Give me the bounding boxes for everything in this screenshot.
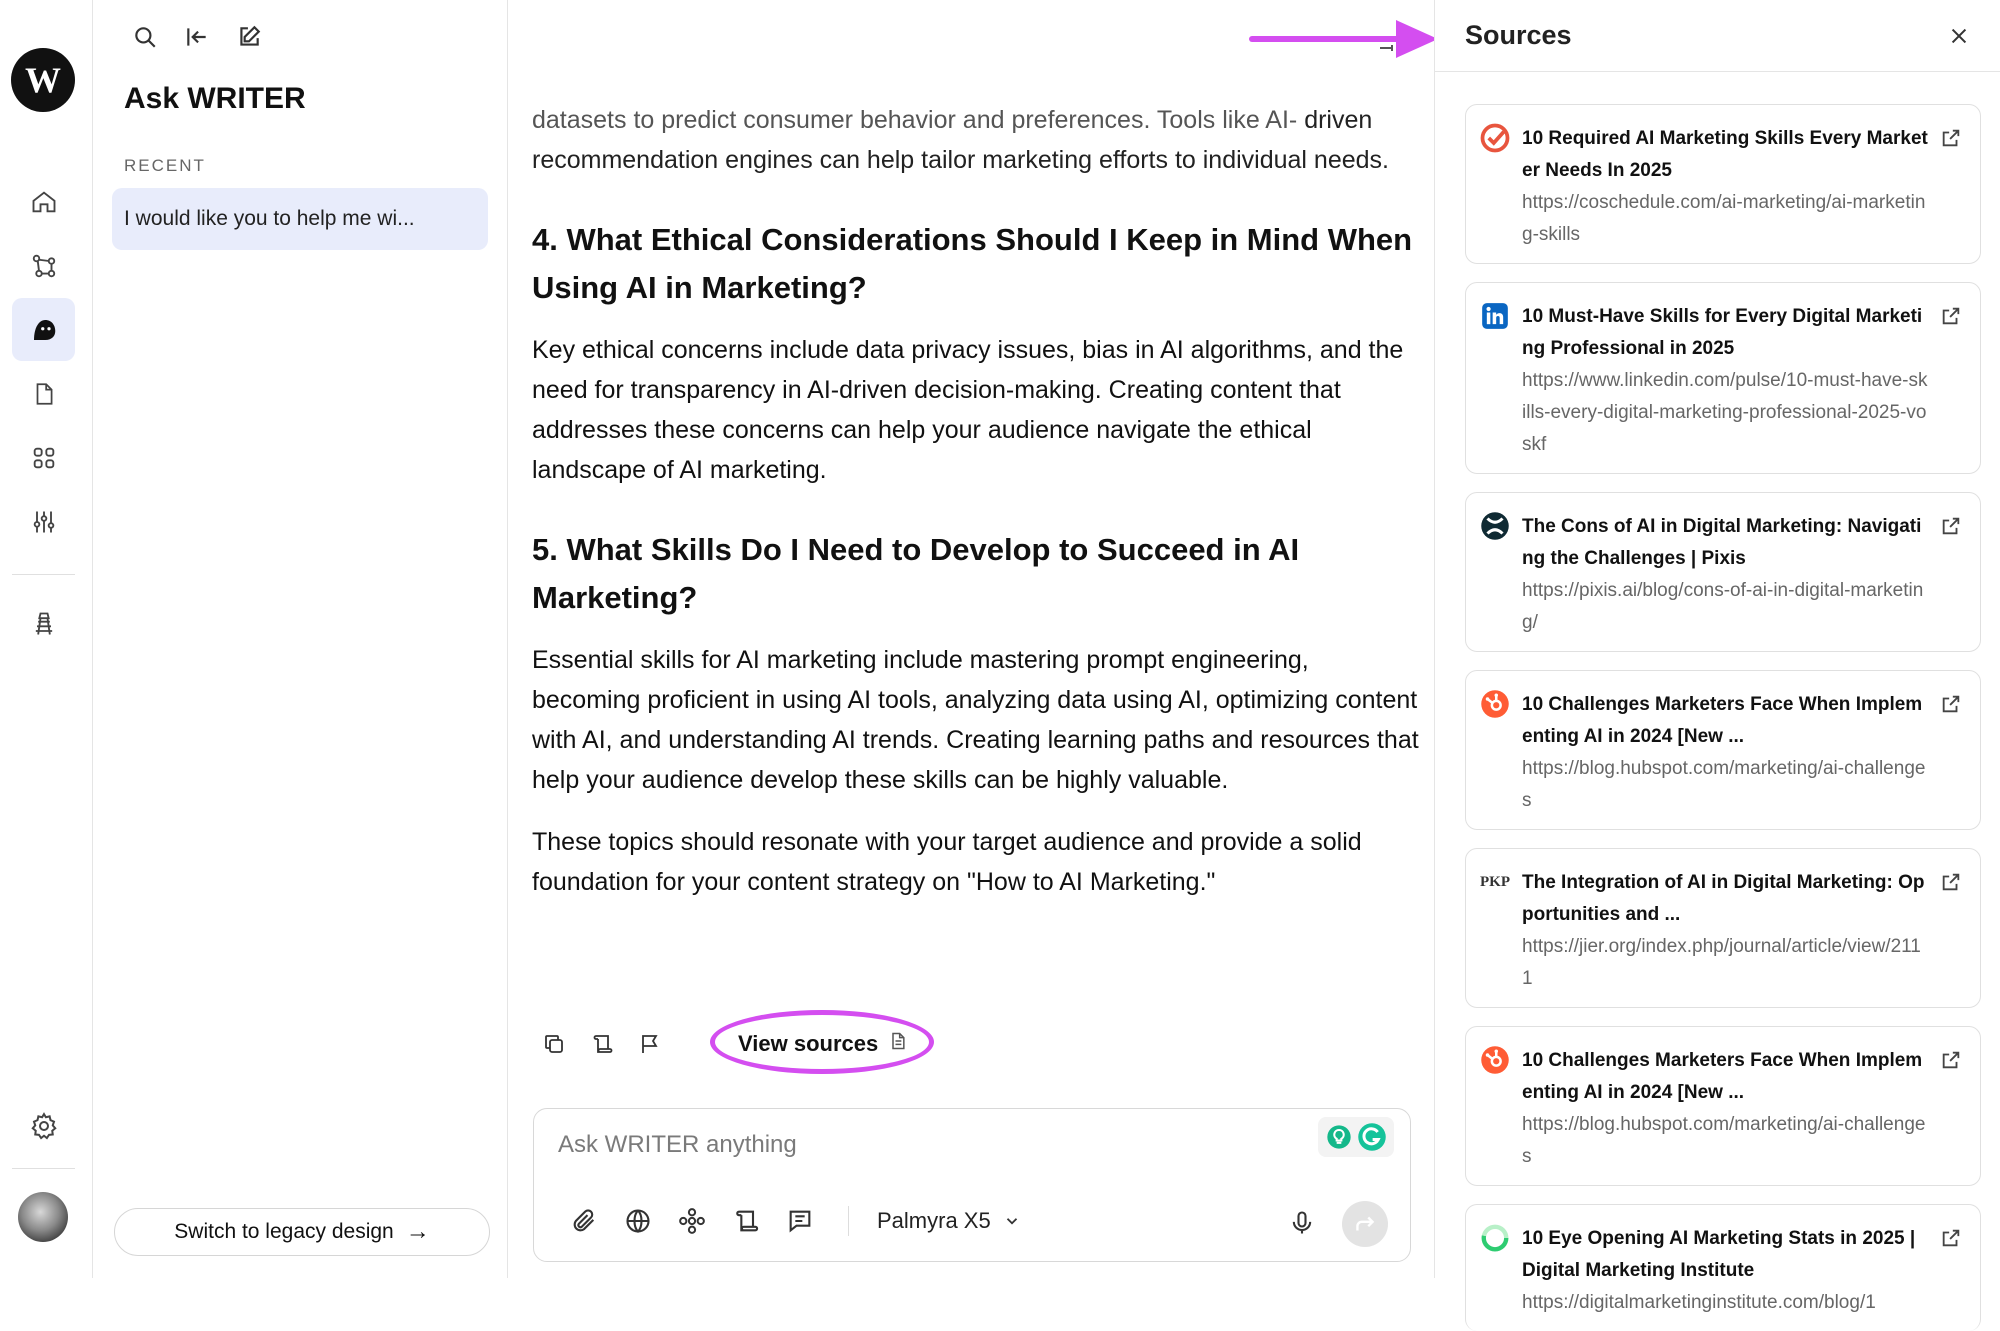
source-title: 10 Eye Opening AI Marketing Stats in 2025 | Digital Marketing Institute	[1522, 1228, 1916, 1281]
message-text-faded: datasets to predict consumer behavior and preferences. Tools like AI-	[532, 106, 1298, 134]
input-toolbar	[568, 1205, 1021, 1237]
external-link-icon[interactable]	[1940, 693, 1962, 715]
sources-panel	[1434, 0, 2000, 1313]
stack-icon[interactable]	[12, 592, 75, 655]
chevron-down-icon	[1003, 1212, 1021, 1230]
message-text: driven recommendation engines can help tailor marketing efforts to individual needs.	[532, 106, 1389, 174]
globe-icon[interactable]	[622, 1205, 654, 1237]
external-link-icon[interactable]	[1940, 305, 1962, 327]
external-link-icon[interactable]	[1940, 515, 1962, 537]
annotation-arrow-icon	[1250, 18, 1440, 64]
coschedule-icon	[1480, 123, 1510, 153]
message-actions	[538, 1018, 930, 1070]
history-toolbar	[130, 22, 264, 52]
source-title: 10 Required AI Marketing Skills Every Marketer Needs In 2025	[1522, 128, 1928, 181]
source-card[interactable]	[1465, 282, 1981, 474]
source-url: https://pixis.ai/blog/cons-of-ai-in-digital-marketing/	[1522, 580, 1924, 633]
workflow-icon[interactable]	[12, 234, 75, 297]
lightbulb-icon	[1325, 1123, 1353, 1151]
model-select[interactable]	[877, 1208, 1021, 1234]
user-avatar[interactable]	[18, 1192, 68, 1242]
source-url: https://blog.hubspot.com/marketing/ai-challenges	[1522, 1114, 1926, 1167]
message-paragraph: These topics should resonate with your target audience and provide a solid foundation for your content strategy on "How to AI Marketing."	[532, 828, 1362, 896]
arrow-right-icon: →	[405, 1218, 430, 1245]
switch-legacy-button[interactable]	[114, 1208, 490, 1256]
source-title: The Integration of AI in Digital Marketing: Opportunities and ...	[1522, 872, 1925, 925]
source-url: https://jier.org/index.php/journal/article/view/2111	[1522, 936, 1921, 989]
hubspot-icon	[1480, 1045, 1510, 1075]
toolbar-divider	[848, 1206, 849, 1236]
page-title: Ask WRITER	[124, 82, 306, 115]
collapse-sidebar-icon[interactable]	[182, 22, 212, 52]
source-url: https://coschedule.com/ai-marketing/ai-marketing-skills	[1522, 192, 1926, 245]
linkedin-icon	[1480, 301, 1510, 331]
hubspot-icon	[1480, 689, 1510, 719]
section-heading: 5. What Skills Do I Need to Develop to Succeed in AI Marketing?	[532, 532, 1300, 615]
external-link-icon[interactable]	[1940, 127, 1962, 149]
dmi-icon	[1480, 1223, 1510, 1253]
external-link-icon[interactable]	[1940, 871, 1962, 893]
chat-area	[508, 0, 1434, 1278]
model-label: Palmyra X5	[877, 1208, 991, 1233]
source-title: The Cons of AI in Digital Marketing: Navigating the Challenges | Pixis	[1522, 516, 1922, 569]
source-url: https://www.linkedin.com/pulse/10-must-have-skills-every-digital-marketing-professional-2025-voskf	[1522, 370, 1928, 455]
history-panel	[94, 0, 508, 1278]
rail-divider	[12, 574, 75, 575]
source-card[interactable]	[1465, 492, 1981, 652]
grid-icon[interactable]	[12, 426, 75, 489]
microphone-icon[interactable]	[1286, 1207, 1318, 1239]
source-card[interactable]	[1465, 104, 1981, 264]
source-card[interactable]	[1465, 1026, 1981, 1186]
prompt-input[interactable]: Ask WRITER anything	[558, 1131, 797, 1158]
rail-divider-bottom	[12, 1168, 75, 1169]
send-button[interactable]	[1342, 1201, 1388, 1247]
prompt-input-box[interactable]	[533, 1108, 1411, 1262]
message-paragraph: Essential skills for AI marketing include mastering prompt engineering, becoming proficient in using AI tools, analyzing data using AI, optimizing content with AI, and understanding AI trends. Creating learning paths and resources that help your audience develop these skills can be highly valuable.	[532, 646, 1419, 794]
source-card[interactable]	[1465, 848, 1981, 1008]
send-arrow-icon	[1352, 1211, 1378, 1237]
icon-rail	[0, 0, 93, 1278]
recent-label: RECENT	[124, 156, 206, 175]
view-sources-button[interactable]	[716, 1018, 930, 1070]
chat-bot-icon[interactable]	[12, 298, 75, 361]
scroll-icon[interactable]	[730, 1205, 762, 1237]
source-card[interactable]	[1465, 1204, 1981, 1331]
home-icon[interactable]	[12, 170, 75, 233]
copy-icon[interactable]	[538, 1028, 570, 1060]
grammarly-icon	[1357, 1122, 1387, 1152]
grammarly-widget[interactable]	[1318, 1117, 1394, 1157]
graph-icon[interactable]	[676, 1205, 708, 1237]
source-title: 10 Challenges Marketers Face When Implementing AI in 2024 [New ...	[1522, 694, 1923, 747]
document-icon[interactable]	[12, 362, 75, 425]
sources-title: Sources	[1465, 20, 1572, 50]
search-icon[interactable]	[130, 22, 160, 52]
scroll-doc-icon[interactable]	[586, 1028, 618, 1060]
external-link-icon[interactable]	[1940, 1227, 1962, 1249]
close-icon[interactable]	[1944, 21, 1974, 51]
switch-legacy-label: Switch to legacy design	[174, 1220, 394, 1243]
source-card[interactable]	[1465, 670, 1981, 830]
view-sources-label: View sources	[738, 1031, 879, 1056]
source-title: 10 Must-Have Skills for Every Digital Marketing Professional in 2025	[1522, 306, 1923, 359]
message-paragraph: Key ethical concerns include data privacy issues, bias in AI algorithms, and the need for transparency in AI-driven decision-making. Creating content that addresses these concerns can help your audience navigate the ethical landscape of AI marketing.	[532, 336, 1404, 484]
flag-icon[interactable]	[634, 1028, 666, 1060]
writer-logo[interactable]: W	[11, 48, 75, 112]
sources-list	[1435, 72, 2000, 1331]
section-heading: 4. What Ethical Considerations Should I Keep in Mind When Using AI in Marketing?	[532, 222, 1413, 305]
pixis-icon	[1480, 511, 1510, 541]
message-icon[interactable]	[784, 1205, 816, 1237]
recent-chat-item[interactable]: I would like you to help me wi...	[112, 188, 488, 250]
message-paragraph	[532, 100, 1422, 180]
sources-header	[1435, 0, 2000, 72]
pkp-icon: PKP	[1480, 873, 1510, 890]
source-url: https://blog.hubspot.com/marketing/ai-challenges	[1522, 758, 1926, 811]
paperclip-icon[interactable]	[568, 1205, 600, 1237]
gear-icon[interactable]	[12, 1094, 75, 1157]
assistant-message	[532, 100, 1422, 924]
highlight-circle	[710, 1010, 934, 1074]
external-link-icon[interactable]	[1940, 1049, 1962, 1071]
new-chat-icon[interactable]	[234, 22, 264, 52]
source-title: 10 Challenges Marketers Face When Implementing AI in 2024 [New ...	[1522, 1050, 1923, 1103]
source-url: https://digitalmarketinginstitute.com/blog/1	[1522, 1292, 1876, 1313]
sliders-icon[interactable]	[12, 490, 75, 553]
